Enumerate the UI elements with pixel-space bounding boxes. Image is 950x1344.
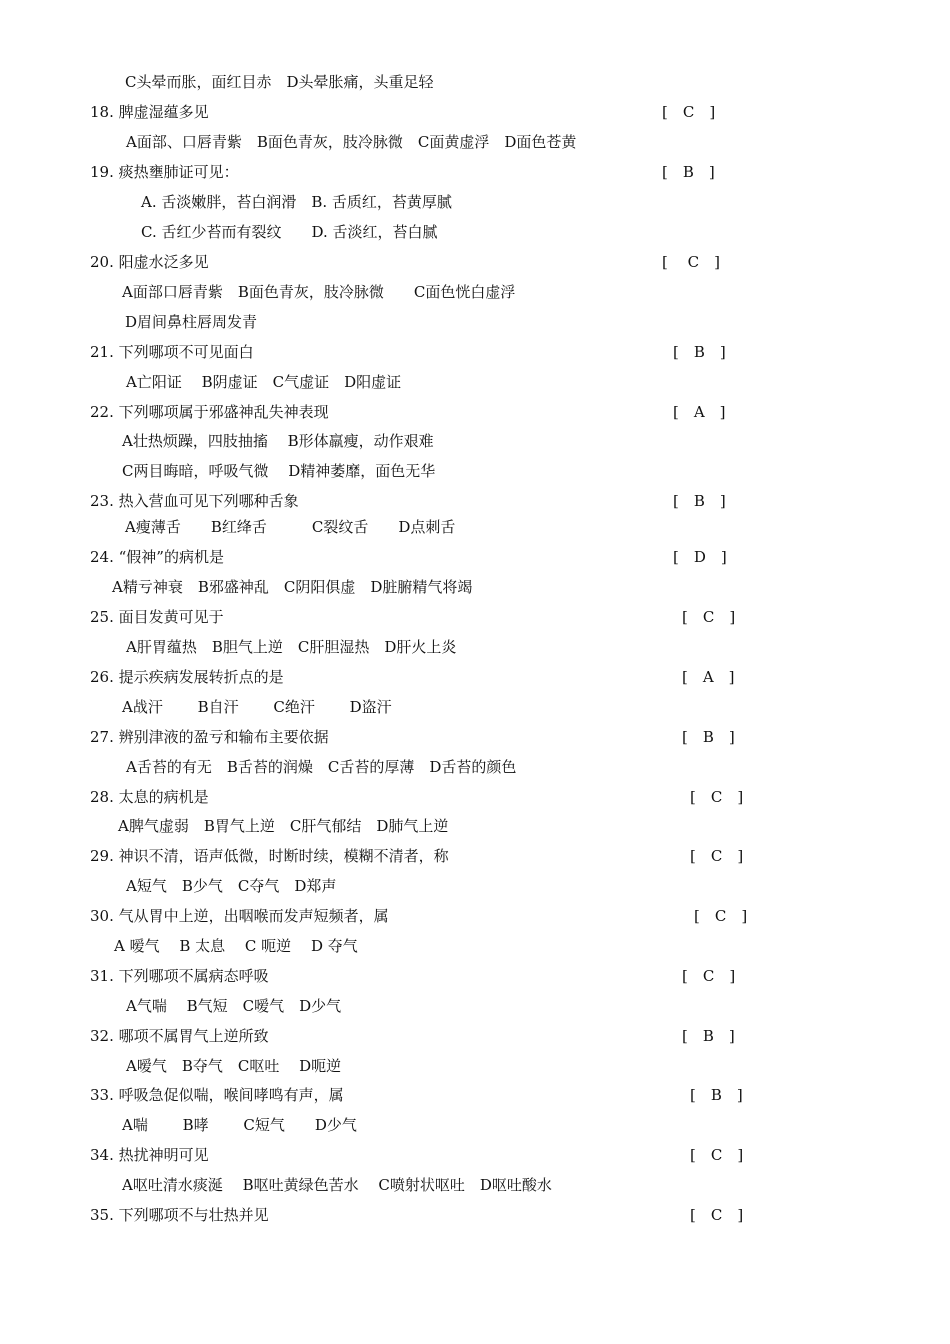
option-line: A呕吐清水痰涎 B呕吐黄绿色苦水 C喷射状呕吐 D呕吐酸水: [122, 1176, 552, 1194]
question-20: 20. 阳虚水泛多见: [90, 253, 209, 271]
question-25: 25. 面目发黄可见于: [90, 608, 224, 626]
option-line: A短气 B少气 C夺气 D郑声: [126, 877, 337, 895]
option-line: A精亏神衰 B邪盛神乱 C阴阳俱虚 D脏腑精气将竭: [112, 578, 473, 596]
answer-26: [ A ]: [682, 668, 735, 686]
option-line: A肝胃蕴热 B胆气上逆 C肝胆湿热 D肝火上炎: [126, 638, 457, 656]
option-line: A亡阳证 B阴虚证 C气虚证 D阳虚证: [126, 373, 402, 391]
answer-31: [ C ]: [682, 967, 736, 985]
option-line: A喘 B哮 C短气 D少气: [122, 1116, 357, 1134]
answer-21: [ B ]: [673, 343, 726, 361]
option-line: D眉间鼻柱唇周发青: [125, 313, 258, 331]
answer-33: [ B ]: [690, 1086, 743, 1104]
option-line: C两目晦暗，呼吸气微 D精神萎靡，面色无华: [122, 462, 436, 480]
answer-24: [ D ]: [673, 548, 727, 566]
question-24: 24. “假神”的病机是: [90, 548, 224, 566]
question-19: 19. 痰热壅肺证可见：: [90, 163, 239, 181]
answer-19: [ B ]: [662, 163, 715, 181]
option-line: A面部口唇青紫 B面色青灰，肢冷脉微 C面色恍白虚浮: [122, 283, 516, 301]
answer-35: [ C ]: [690, 1206, 744, 1224]
question-23: 23. 热入营血可见下列哪种舌象: [90, 492, 299, 510]
option-line: C头晕而胀，面红目赤 D头晕胀痛，头重足轻: [125, 73, 434, 91]
answer-20: [ C ]: [662, 253, 720, 271]
option-line: A嗳气 B夺气 C呕吐 D呃逆: [126, 1057, 342, 1075]
question-27: 27. 辨别津液的盈亏和输布主要依据: [90, 728, 329, 746]
question-35: 35. 下列哪项不与壮热并见: [90, 1206, 269, 1224]
option-line: A壮热烦躁，四肢抽搐 B形体羸瘦，动作艰难: [122, 432, 434, 450]
answer-27: [ B ]: [682, 728, 735, 746]
question-18: 18. 脾虚湿蕴多见: [90, 103, 209, 121]
question-34: 34. 热扰神明可见: [90, 1146, 209, 1164]
option-line: A面部、口唇青紫 B面色青灰，肢冷脉微 C面黄虚浮 D面色苍黄: [126, 133, 577, 151]
question-32: 32. 哪项不属胃气上逆所致: [90, 1027, 269, 1045]
answer-29: [ C ]: [690, 847, 744, 865]
answer-22: [ A ]: [673, 403, 726, 421]
question-26: 26. 提示疾病发展转折点的是: [90, 668, 284, 686]
question-22: 22. 下列哪项属于邪盛神乱失神表现: [90, 403, 329, 421]
option-line: A舌苔的有无 B舌苔的润燥 C舌苔的厚薄 D舌苔的颜色: [126, 758, 517, 776]
answer-32: [ B ]: [682, 1027, 735, 1045]
option-line: C. 舌红少苔而有裂纹 D. 舌淡红，苔白腻: [141, 223, 438, 241]
answer-18: [ C ]: [662, 103, 716, 121]
answer-28: [ C ]: [690, 788, 744, 806]
option-line: A脾气虚弱 B胃气上逆 C肝气郁结 D肺气上逆: [118, 817, 449, 835]
option-line: A瘦薄舌 B红绛舌 C裂纹舌 D点刺舌: [125, 518, 456, 536]
question-28: 28. 太息的病机是: [90, 788, 209, 806]
question-31: 31. 下列哪项不属病态呼吸: [90, 967, 269, 985]
answer-25: [ C ]: [682, 608, 736, 626]
answer-34: [ C ]: [690, 1146, 744, 1164]
answer-23: [ B ]: [673, 492, 726, 510]
question-29: 29. 神识不清，语声低微，时断时续，模糊不清者，称: [90, 847, 449, 865]
answer-30: [ C ]: [694, 907, 748, 925]
option-line: A 嗳气 B 太息 C 呃逆 D 夺气: [114, 937, 358, 955]
question-33: 33. 呼吸急促似喘，喉间哮鸣有声，属: [90, 1086, 344, 1104]
option-line: A战汗 B自汗 C绝汗 D盗汗: [122, 698, 392, 716]
option-line: A. 舌淡嫩胖，苔白润滑 B. 舌质红，苔黄厚腻: [141, 193, 452, 211]
question-21: 21. 下列哪项不可见面白: [90, 343, 254, 361]
question-30: 30. 气从胃中上逆，出咽喉而发声短频者，属: [90, 907, 389, 925]
option-line: A气喘 B气短 C嗳气 D少气: [126, 997, 342, 1015]
